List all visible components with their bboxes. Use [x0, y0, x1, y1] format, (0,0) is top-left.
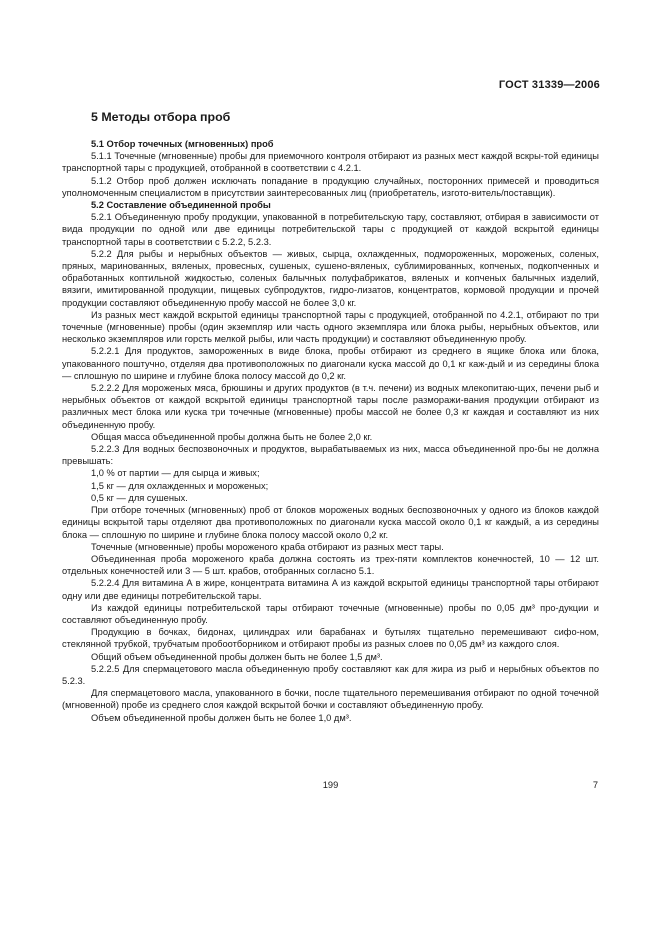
paragraph: 5.2.2.2 Для мороженых мяса, брюшины и других продуктов (в т.ч. печени) из водных млекопитаю-щих, печени рыб и нерыбных объектов от каждой вскрытой единицы транспортной тары после разморажи-вания продукции отбирают из различных мест блока или куска три точечные (мгновенные) пробы массой не более 0,3 кг каждая и составляют из них объединенную пробу.: [62, 383, 599, 430]
paragraph: 5.2.1 Объединенную пробу продукции, упакованной в потребительскую тару, составляют, отбирая в зависимости от вида продукции по одной или две единицы потребительской тары с продукцией от каждой вскрытой единицы транспортной тары в соответствии с 5.2.2, 5.2.3.: [62, 212, 599, 247]
paragraph: 5.1.1 Точечные (мгновенные) пробы для приемочного контроля отбирают из разных мест каждой вскры-той единицы транспортной тары с продукцией, отобранной в соответствии с 4.2.1.: [62, 151, 599, 174]
paragraph: Из каждой единицы потребительской тары отбирают точечные (мгновенные) пробы по 0,05 дм³ про-дукции и составляют объединенную пробу.: [62, 602, 599, 625]
paragraph: Для спермацетового масла, упакованного в бочки, после тщательного перемешивания отбирают по одной точечной (мгновенной) пробе из среднего слоя каждой вскрытой бочки и составляют объединенную пробу.: [62, 688, 599, 711]
paragraph: При отборе точечных (мгновенных) проб от блоков мороженых водных беспозвоночных у одного из блоков каждой единицы вскрытой тары отделяют два противоположных по диагонали куска массой около 0,1 кг каждый, а из середины блока — сплошную по ширине и глубине блока полосу массой около 0,2 кг.: [62, 505, 599, 540]
paragraph: 5.2.2.1 Для продуктов, замороженных в виде блока, пробы отбирают из среднего в ящике блока или блока, упакованного поштучно, отделяя два противоположных по диагонали куска массой до 0,1 кг каж-дый и из середины блока — сплошную по ширине и глубине блока полосу массой до 0,2 кг.: [62, 346, 599, 381]
paragraph: Общая масса объединенной пробы должна быть не более 2,0 кг.: [91, 431, 373, 442]
paragraph: Продукцию в бочках, бидонах, цилиндрах или барабанах и бутылях тщательно перемешивают сифо-ном, стеклянной трубкой, трубчатым пробоотборником и отбирают пробы из разных слоев по 0,05 дм³ из каждого слоя.: [62, 627, 599, 650]
paragraph: Точечные (мгновенные) пробы мороженого краба отбирают из разных мест тары.: [91, 541, 444, 552]
paragraph: 5.2.2.4 Для витамина А в жире, концентрата витамина А из каждой вскрытой единицы транспортной тары отбирают одну или две единицы потребительской тары.: [62, 578, 599, 601]
paragraph: 5.1.2 Отбор проб должен исключать попадание в продукцию случайных, посторонних примесей и проводиться уполномоченным специалистом в присутствии заинтересованных лиц (приобретатель, изгото-витель/поставщик).: [62, 175, 599, 198]
paragraph: 5.2.2 Для рыбы и нерыбных объектов — живых, сырца, охлажденных, подмороженных, мороженых, соленых, пряных, маринованных, вяленых, провесных, сушеных, сушено-вяленых, сублимированных, копченых, подкопченных и обработанных коптильной жидкостью, соленых балычных полуфабрикатов, вяленых и копченых балычных изделий, вязиги, имитированной продукции, пищевых субпродуктов, гидро-лизатов, концентратов, кормовой продукции и прочей продукции составляют объединенную пробу массой не более 3,0 кг.: [62, 248, 599, 308]
paragraph: 1,0 % от партии — для сырца и живых;: [91, 468, 260, 479]
standard-header: ГОСТ 31339—2006: [498, 79, 600, 91]
paragraph-list: [62, 138, 599, 724]
paragraph: Общий объем объединенной пробы должен быть не более 1,5 дм³.: [91, 651, 383, 662]
paragraph: Из разных мест каждой вскрытой единицы транспортной тары с продукцией, отобранной по 4.2.1, отбирают по три точечные (мгновенные) пробы (один экземпляр или часть одного экземпляра или блока рыбы, нерыбных объектов, или несколько экземпляров или горсть мелкой рыбы, или часть продукции) и составляют объединенную пробу.: [62, 309, 599, 345]
document-body: [62, 110, 599, 724]
page-number-center: 199: [322, 780, 339, 790]
subsection-heading: 5.2 Составление объединенной пробы: [91, 200, 271, 211]
paragraph: 5.2.2.5 Для спермацетового масла объединенную пробу составляют как для жира из рыб и нерыбных объектов по 5.2.3.: [62, 663, 599, 686]
paragraph: 1,5 кг — для охлажденных и мороженых;: [91, 480, 269, 491]
subsection-heading: 5.1 Отбор точечных (мгновенных) проб: [91, 139, 274, 149]
section-title: 5 Методы отбора проб: [91, 110, 231, 124]
page-number-right: 7: [592, 780, 598, 790]
paragraph: 0,5 кг — для сушеных.: [91, 492, 188, 503]
paragraph: 5.2.2.3 Для водных беспозвоночных и продуктов, вырабатываемых из них, масса объединенной про-бы не должна превышать:: [62, 444, 599, 467]
paragraph: Объем объединенной пробы должен быть не более 1,0 дм³.: [91, 712, 352, 723]
paragraph: Объединенная проба мороженого краба должна состоять из трех-пяти комплектов конечностей, 10 — 12 шт. отдельных конечностей или 3 — 5 шт. крабов, отобранных согласно 5.1.: [62, 553, 599, 577]
